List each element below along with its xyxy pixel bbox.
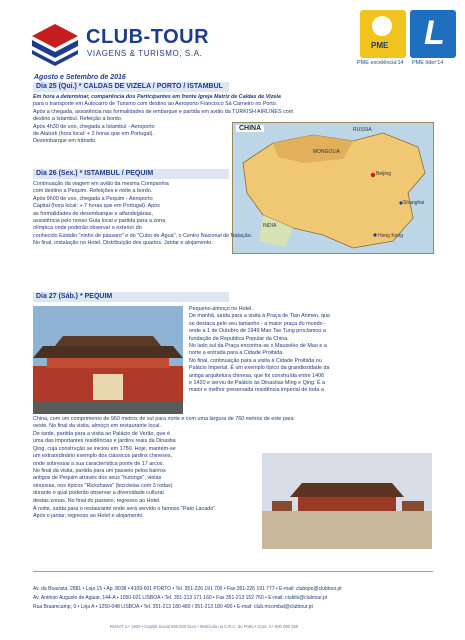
- day-27-line: maior e melhor preservada residência imperial de toda a: [189, 387, 324, 394]
- day-27-line: oeste. No final da visita, almoço em restaurante local.: [33, 423, 161, 430]
- day-26-line: as formalidades de desembarque e alfandegárias,: [33, 210, 153, 217]
- map-label-india: INDIA: [263, 223, 277, 229]
- day-25-heading: Dia 25 (Qui.) * CALDAS DE VIZELA / PORTO / ISTAMBUL: [33, 82, 229, 92]
- day-27-line: No lado sul da Praça encontra-se o Mausoléo de Mao e a: [189, 343, 327, 350]
- map-label-russia: RUSSIA: [353, 127, 372, 133]
- day-27-line: um extraordinário exemplo dos clássicos jardins chineses,: [33, 453, 173, 460]
- club-tour-logo-icon: [30, 22, 80, 68]
- day-26-line: No final, instalação no Hotel. Distribuição dos quartos. Jantar e alojamento.: [33, 240, 213, 247]
- day-27-line: durante o qual poderão observar a diversidade cultural: [33, 490, 164, 497]
- map-label-beijing: Beijing: [376, 171, 392, 177]
- map-label-mongolia: MONGOLIA: [313, 149, 340, 155]
- day-27-heading: Dia 27 (Sáb.) * PEQUIM: [33, 292, 229, 302]
- map-label-shanghai: Shanghai: [403, 200, 425, 206]
- star-icon: [372, 16, 392, 36]
- day-27-line: De manhã, saída para a visita à Praça de Tian Anmen, que: [189, 313, 331, 320]
- day-25-line: Em hora a determinar, comparência dos Participantes em frente Igreja Matriz de Caldas de Vizela: [33, 94, 281, 100]
- day-27-line: e 1420 e serviu de Palácio às Dinastias Ming e Qing. É a: [189, 380, 326, 387]
- day-27-line: No final da visita, partida para um passeio pelos bairros: [33, 468, 166, 475]
- day-27-line: Palácio Imperial. É um exemplo típico da grandiosidade da: [189, 365, 330, 372]
- pme-excelencia-badge: [360, 10, 406, 58]
- day-27-line: À noite, saída para o restaurante onde será servido o famoso "Pato Lacado".: [33, 506, 217, 512]
- brand-tagline: VIAGENS & TURISMO, S.A.: [87, 49, 203, 58]
- day-26-heading: Dia 26 (Sex.) * ISTAMBUL / PEQUIM: [33, 169, 229, 179]
- footer-address-lisboa-1: Av. António Augusto de Aguiar, 144-A • 1050-021 LISBOA • Tel. 351-213 171 160 • Fax 351-213 152 760 • E-mail: clublis@clubtour.pt: [33, 595, 328, 601]
- day-27-line: Após o jantar, regresso ao Hotel e alojamento.: [33, 513, 144, 520]
- day-25-line: Após a chegada, assistência nas formalidades de embarque e partida em avião da TURKISH AIRLINES com: [33, 108, 294, 115]
- day-26-line: Continuação da viagem em avião da mesma Companhia: [33, 181, 169, 187]
- footer-address-lisboa-2: Rua Braamcamp, 9 • Loja A • 1250-048 LISBOA • Tel. 351-213 180 480 / 351-213 180 490 • E-mail: club.mcombal@clubtour.pt: [33, 604, 313, 610]
- footer-address-porto: Av. da Boavista, 2881 • Loja 15 • Ap. 8038 • 4109-601 PORTO • Tel. 351-226 191 700 • Fax 351-226 191 777 • E-mail: clubopo@clubtour.pt: [33, 586, 342, 592]
- day-27-line: onde sobressai a sua característica ponte de 17 arcos.: [33, 460, 164, 467]
- day-27-line: onde a 1 de Outubro de 1949 Mao Tse Tung proclamou a: [189, 328, 326, 335]
- day-27-line: destas zonas. No final do passeio, regresso ao Hotel.: [33, 497, 161, 504]
- pme-lider-badge: [410, 10, 456, 58]
- day-25-line: Após 4h30 de voo, chegada a Istambul - Aeroporto: [33, 123, 155, 130]
- day-27-line: antigos de Pequim através dos seus "hutongs", vielas: [33, 475, 162, 482]
- day-27-line: se destaca pelo seu tamanho - a maior praça do mundo -: [189, 320, 326, 327]
- day-27-line: uma das importantes residências e jardins reais da Dinastia: [33, 438, 176, 445]
- day-27-line: Pequeno-almoço no Hotel.: [189, 306, 253, 312]
- day-26-line: Capital (hora local: + 7 horas que em Portugal). Após: [33, 203, 160, 210]
- day-27-text-right: [189, 306, 433, 395]
- day-25-line: de Ataturk (hora local: + 2 horas que em Portugal).: [33, 131, 154, 138]
- tiananmen-photo: [33, 306, 183, 414]
- day-26-text: [33, 181, 433, 248]
- day-26-line: assistência pelo nosso Guia local e partida para a zona: [33, 218, 166, 225]
- day-27-text-left: [33, 431, 258, 505]
- badge-mark-pme: PME: [371, 41, 389, 50]
- day-27-line: Qing, cuja construção se iniciou em 1750. Hoje, mantém-se: [33, 445, 176, 452]
- day-25-line: destino a Istambul. Refeição a bordo.: [33, 116, 123, 123]
- day-27-line: De tarde, partida para a visita ao Palácio de Verão, que é: [33, 431, 170, 437]
- day-27-line: sinuosas, nos típicos "Rickshaws" (bicicletas com 3 rodas): [33, 482, 173, 489]
- badge-label-lider: PME líder'14: [412, 60, 444, 66]
- day-27-text-full: [33, 416, 433, 431]
- day-27-line: No final, continuação para a visita à Cidade Proibida ou: [189, 357, 322, 364]
- day-25-line: para o transporte em Autocarro de Turismo com destino ao Aeroporto Francisco Sá Carneiro no Porto.: [33, 101, 278, 108]
- day-26-line: conhecido Estádio "ninho de pássaro" e do "Cubo de Água", o Centro Nacional de Natação.: [33, 232, 253, 239]
- badge-label-excelencia: PME excelência'14: [357, 60, 404, 66]
- brand-name: CLUB-TOUR: [86, 26, 210, 48]
- badge-mark-lider: L: [424, 14, 445, 52]
- day-25-line: Desembarque em trânsito.: [33, 138, 97, 145]
- footer-divider: [33, 571, 433, 572]
- day-27-line: China, com um comprimento de 960 metros de sul para norte e com uma largura de 760 metros de este para: [33, 416, 294, 422]
- map-title: CHINA: [236, 125, 264, 132]
- footer-legal: RNAVT n.º 1920 • Capital Social 500.000 Euro • Matrícula na C.R.C. do Porto • Cont. n.º 500 000 350: [110, 624, 299, 629]
- forbidden-city-photo: [262, 453, 432, 549]
- day-27-line: antiga arquitetura chinesa, que foi construída entre 1406: [189, 372, 325, 379]
- day-26-line: Após 9h00 de voo, chegada a Pequim - Aeroporto: [33, 195, 153, 202]
- day-27-line: norte a entrada para a Cidade Proibida.: [189, 350, 284, 357]
- day-26-line: com destino a Pequim. Refeições e noite a bordo.: [33, 188, 153, 195]
- map-label-hongkong: Hong Kong: [378, 233, 404, 239]
- trip-dates: Agosto e Setembro de 2016: [34, 74, 126, 81]
- day-26-line: olímpica onde poderão observar o exterior do: [33, 225, 142, 232]
- day-27-line: fundação da Republica Popular da China.: [189, 335, 289, 342]
